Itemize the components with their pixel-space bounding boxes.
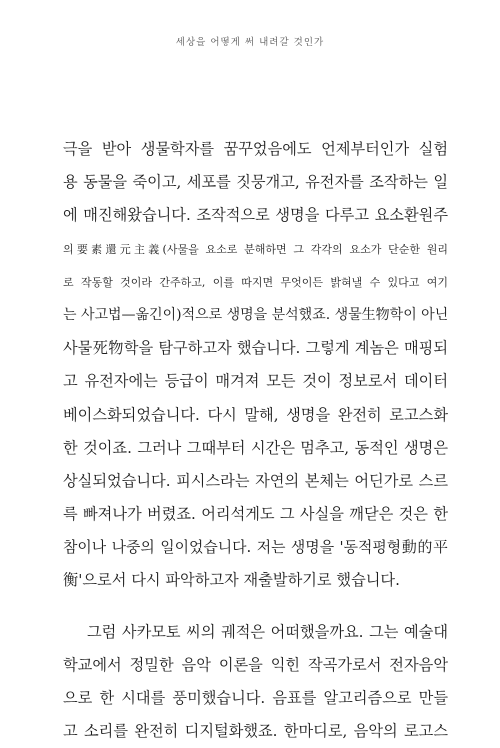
text-line: 고 소리를 완전히 디지털화했죠. 한마디로, 음악의 로고스 — [63, 722, 448, 741]
text-line: 사물死物학을 탐구하고자 했습니다. 그렇게 계놈은 매핑되 — [63, 339, 448, 358]
text-line: 학교에서 정밀한 음악 이론을 익힌 작곡가로서 전자음악 — [63, 655, 448, 674]
text-line: 衡'으로서 다시 파악하고자 재출발하기로 했습니다. — [63, 571, 400, 590]
text-line: 에 매진해왔습니다. 조작적으로 생명을 다루고 요소환원주 — [63, 206, 448, 225]
gloss-line: 로 작동할 것이라 간주하고, 이를 따지면 무엇이든 밝혀낼 수 있다고 여기 — [63, 275, 448, 289]
text-line: 고 유전자에는 등급이 매겨져 모든 것이 정보로서 데이터 — [63, 372, 448, 391]
text-line: 륵 빠져나가 버렸죠. 어리석게도 그 사실을 깨닫은 것은 한 — [63, 505, 448, 524]
text-line: 참이나 나중의 일이었습니다. 저는 생명을 '동적평형動的平 — [63, 538, 448, 557]
text-line: 상실되었습니다. 피시스라는 자연의 본체는 어딘가로 스르 — [63, 471, 448, 490]
text-line: 한 것이죠. 그러나 그때부터 시간은 멈추고, 동적인 생명은 — [63, 438, 448, 457]
text-line: 그럼 사카모토 씨의 궤적은 어떠했을까요. 그는 예술대 — [87, 622, 448, 641]
text-line: 는 사고법—옮긴이)적으로 생명을 분석했죠. 생물生物학이 아닌 — [63, 306, 449, 323]
body-text — [63, 133, 448, 748]
text-line: 베이스화되었습니다. 다시 말해, 생명을 완전히 로고스화 — [63, 405, 448, 424]
text-line: 으로 한 시대를 풍미했습니다. 음표를 알고리즘으로 만들 — [63, 689, 448, 707]
text-line: 용 동물을 죽이고, 세포를 짓뭉개고, 유전자를 조작하는 일 — [63, 173, 448, 192]
gloss-line: 의要素還元主義(사물을 요소로 분해하면 그 각각의 요소가 단순한 원리 — [63, 242, 448, 256]
text-line: 극을 받아 생물학자를 꿈꾸었음에도 언제부터인가 실험 — [63, 140, 448, 158]
running-header: 세상을 어떻게 써 내려갈 것인가 — [175, 37, 325, 48]
